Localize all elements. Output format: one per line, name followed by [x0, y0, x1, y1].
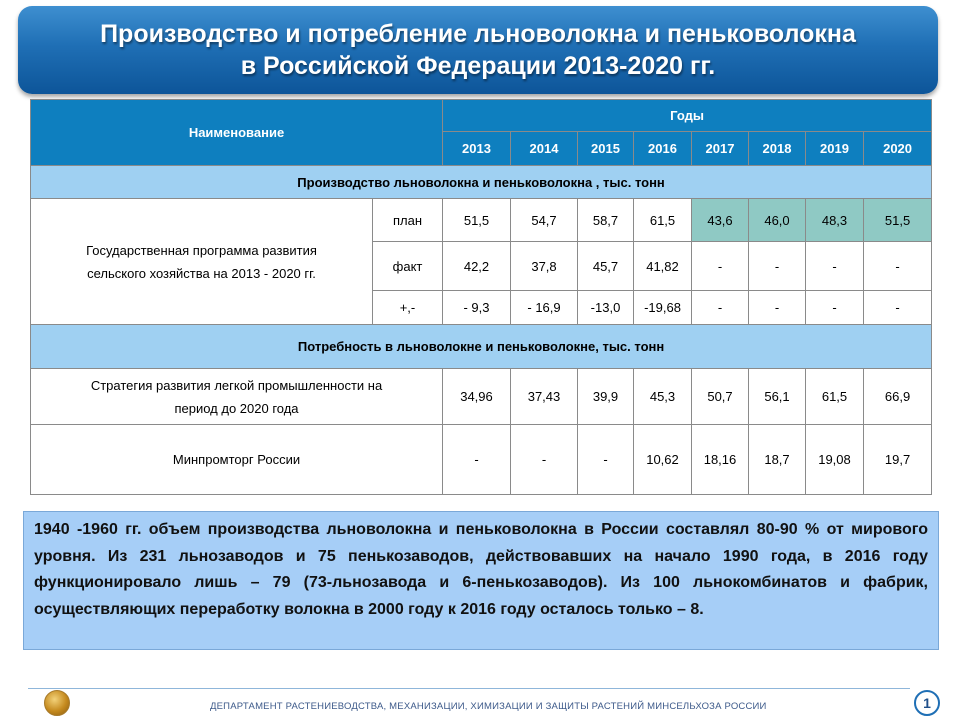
value-cell: - 16,9 — [511, 291, 578, 325]
value-cell: 18,7 — [749, 425, 806, 495]
info-box — [23, 511, 939, 650]
value-cell-highlight: 48,3 — [806, 199, 864, 242]
footer-divider — [28, 688, 910, 689]
value-cell: 42,2 — [443, 242, 511, 291]
gov-program-name-line2: сельского хозяйства на 2013 - 2020 гг. — [87, 265, 316, 281]
table-row-plan — [31, 199, 932, 242]
section-production-title: Производство льноволокна и пеньковолокна , тыс. тонн — [31, 166, 932, 199]
value-cell-highlight: 43,6 — [692, 199, 749, 242]
value-cell: 50,7 — [692, 369, 749, 425]
value-cell: 45,7 — [578, 242, 634, 291]
value-cell: 37,8 — [511, 242, 578, 291]
header-row-1 — [31, 100, 932, 132]
value-cell-highlight: 51,5 — [864, 199, 932, 242]
row-label-plan: план — [373, 199, 443, 242]
value-cell: 56,1 — [749, 369, 806, 425]
value-cell: 37,43 — [511, 369, 578, 425]
section-demand-title: Потребность в льноволокне и пеньковолокне, тыс. тонн — [31, 325, 932, 369]
ministry-logo-icon — [44, 690, 70, 716]
value-cell: - — [806, 291, 864, 325]
year-cell: 2020 — [864, 132, 932, 166]
strategy-name-line1: Стратегия развития легкой промышленности на — [90, 377, 383, 393]
value-cell: - — [692, 291, 749, 325]
value-cell: 61,5 — [634, 199, 692, 242]
value-cell: - — [511, 425, 578, 495]
value-cell: 19,08 — [806, 425, 864, 495]
page-number: 1 — [914, 690, 940, 716]
table-row-strategy — [31, 369, 932, 425]
value-cell: 54,7 — [511, 199, 578, 242]
year-cell: 2016 — [634, 132, 692, 166]
year-cell: 2015 — [578, 132, 634, 166]
value-cell: 10,62 — [634, 425, 692, 495]
header-years: Годы — [443, 100, 932, 132]
value-cell: 19,7 — [864, 425, 932, 495]
value-cell: - — [749, 242, 806, 291]
value-cell: - — [806, 242, 864, 291]
row-label-fact: факт — [373, 242, 443, 291]
value-cell: -19,68 — [634, 291, 692, 325]
section-row-demand — [31, 325, 932, 369]
title-line-1: Производство и потребление льноволокна и пеньковолокна — [100, 20, 856, 48]
value-cell: -13,0 — [578, 291, 634, 325]
value-cell: - — [749, 291, 806, 325]
value-cell: 41,82 — [634, 242, 692, 291]
footer-department: ДЕПАРТАМЕНТ РАСТЕНИЕВОДСТВА, МЕХАНИЗАЦИИ, ХИМИЗАЦИИ И ЗАЩИТЫ РАСТЕНИЙ МИНСЕЛЬХОЗА РОССИИ — [210, 701, 767, 712]
year-cell: 2018 — [749, 132, 806, 166]
value-cell: 39,9 — [578, 369, 634, 425]
value-cell: - — [443, 425, 511, 495]
gov-program-name-line1: Государственная программа развития — [86, 242, 317, 258]
strategy-name-line2: период до 2020 года — [174, 400, 299, 416]
info-text: 1940 -1960 гг. объем производства льноволокна и пеньковолокна в России составлял 80-90 % от мирового уровня. Из 231 льнозаводов и 75 пенькозаводов, действовавших на начало 1990 года, в 2016 году функционировало лишь – 79 (73-льнозавода и 6-пенькозаводов). Из 100 льнокомбинатов и фабрик, осуществляющих переработку волокна в 2000 году к 2016 году осталось только – 8. — [34, 521, 928, 618]
header-name: Наименование — [31, 100, 443, 166]
gov-program-name — [31, 199, 373, 325]
value-cell: - — [864, 242, 932, 291]
value-cell: 58,7 — [578, 199, 634, 242]
title-banner — [18, 6, 938, 94]
year-cell: 2014 — [511, 132, 578, 166]
year-cell: 2017 — [692, 132, 749, 166]
section-row-production — [31, 166, 932, 199]
value-cell: - — [864, 291, 932, 325]
value-cell-highlight: 46,0 — [749, 199, 806, 242]
value-cell: 61,5 — [806, 369, 864, 425]
year-cell: 2019 — [806, 132, 864, 166]
value-cell: - 9,3 — [443, 291, 511, 325]
title-line-2: в Российской Федерации 2013-2020 гг. — [240, 52, 716, 80]
value-cell: - — [692, 242, 749, 291]
value-cell: 51,5 — [443, 199, 511, 242]
value-cell: 18,16 — [692, 425, 749, 495]
value-cell: 45,3 — [634, 369, 692, 425]
row-label-diff: +,- — [373, 291, 443, 325]
table-row-minprom — [31, 425, 932, 495]
year-cell: 2013 — [443, 132, 511, 166]
minprom-name: Минпромторг России — [31, 425, 443, 495]
value-cell: 34,96 — [443, 369, 511, 425]
value-cell: - — [578, 425, 634, 495]
value-cell: 66,9 — [864, 369, 932, 425]
strategy-name — [31, 369, 443, 425]
production-table — [30, 99, 932, 495]
